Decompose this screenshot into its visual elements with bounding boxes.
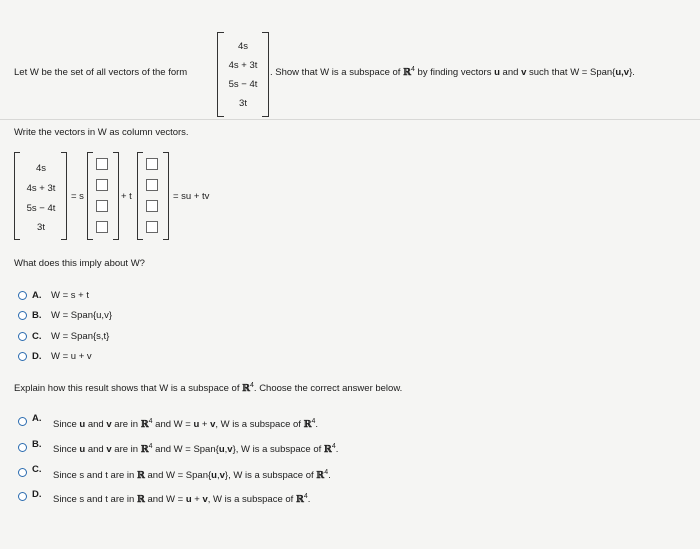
option-text: Since u and v are in ℝ$^4$ and W = Span{u,v}, W is a subspace of ℝ$^4$. xyxy=(53,442,339,455)
eq-s-label: = s xyxy=(71,191,84,202)
option-text: W = s + t xyxy=(51,290,90,301)
lhs-entry: 4s xyxy=(35,163,47,174)
u-entry-input[interactable] xyxy=(96,200,108,212)
prompt-imply: What does this imply about W? xyxy=(14,258,145,269)
lhs-entry: 5s − 4t xyxy=(26,203,56,214)
lhs-entry: 3t xyxy=(37,222,45,233)
u-entry-input[interactable] xyxy=(96,179,108,191)
option-letter: A. xyxy=(32,290,42,301)
radio-button[interactable] xyxy=(18,332,27,341)
v-entry-input[interactable] xyxy=(146,221,158,233)
option-text: W = Span{u,v} xyxy=(51,310,112,321)
v-entry-input[interactable] xyxy=(146,158,158,170)
radio-button[interactable] xyxy=(18,311,27,320)
option-letter: C. xyxy=(32,331,42,342)
u-left-bracket xyxy=(87,152,93,240)
radio-button[interactable] xyxy=(18,443,27,452)
vector-right-bracket xyxy=(262,32,269,117)
lhs-entry: 4s + 3t xyxy=(26,183,56,194)
option-letter: A. xyxy=(32,413,42,424)
option-letter: D. xyxy=(32,351,42,362)
radio-button[interactable] xyxy=(18,492,27,501)
vector-entry: 3t xyxy=(239,98,247,109)
option-letter: C. xyxy=(32,464,42,475)
option-text: W = Span{s,t} xyxy=(51,331,110,342)
divider xyxy=(0,119,700,120)
eq-rhs-label: = su + tv xyxy=(173,191,210,202)
question-lead: Let W be the set of all vectors of the form xyxy=(14,67,188,78)
vector-entry: 5s − 4t xyxy=(228,79,258,90)
radio-button[interactable] xyxy=(18,417,27,426)
option-text: W = u + v xyxy=(51,351,92,362)
v-entry-input[interactable] xyxy=(146,200,158,212)
u-right-bracket xyxy=(113,152,119,240)
vector-entry: 4s xyxy=(237,41,249,52)
radio-button[interactable] xyxy=(18,468,27,477)
option-letter: B. xyxy=(32,310,42,321)
real-set-symbol: ℝ xyxy=(403,67,411,78)
u-entry-input[interactable] xyxy=(96,158,108,170)
radio-button[interactable] xyxy=(18,291,27,300)
prompt-explain: Explain how this result shows that W is a subspace of ℝ$^4$. Choose the correct answer below. xyxy=(14,381,403,394)
option-text: Since u and v are in ℝ$^4$ and W = u + v, W is a subspace of ℝ$^4$. xyxy=(53,417,319,430)
option-letter: D. xyxy=(32,489,42,500)
option-text: Since s and t are in ℝ and W = Span{u,v}, W is a subspace of ℝ$^4$. xyxy=(53,468,331,481)
u-entry-input[interactable] xyxy=(96,221,108,233)
option-letter: B. xyxy=(32,439,42,450)
question-tail: . Show that W is a subspace of ℝ$^4$ by finding vectors u and v such that W = Span{u,v}. xyxy=(270,65,635,78)
prompt-column-vectors: Write the vectors in W as column vectors. xyxy=(14,127,189,138)
vector-entry: 4s + 3t xyxy=(228,60,258,71)
v-right-bracket xyxy=(163,152,169,240)
radio-button[interactable] xyxy=(18,352,27,361)
v-entry-input[interactable] xyxy=(146,179,158,191)
plus-t-label: + t xyxy=(121,191,132,202)
v-left-bracket xyxy=(137,152,143,240)
option-text: Since s and t are in ℝ and W = u + v, W is a subspace of ℝ$^4$. xyxy=(53,492,311,505)
